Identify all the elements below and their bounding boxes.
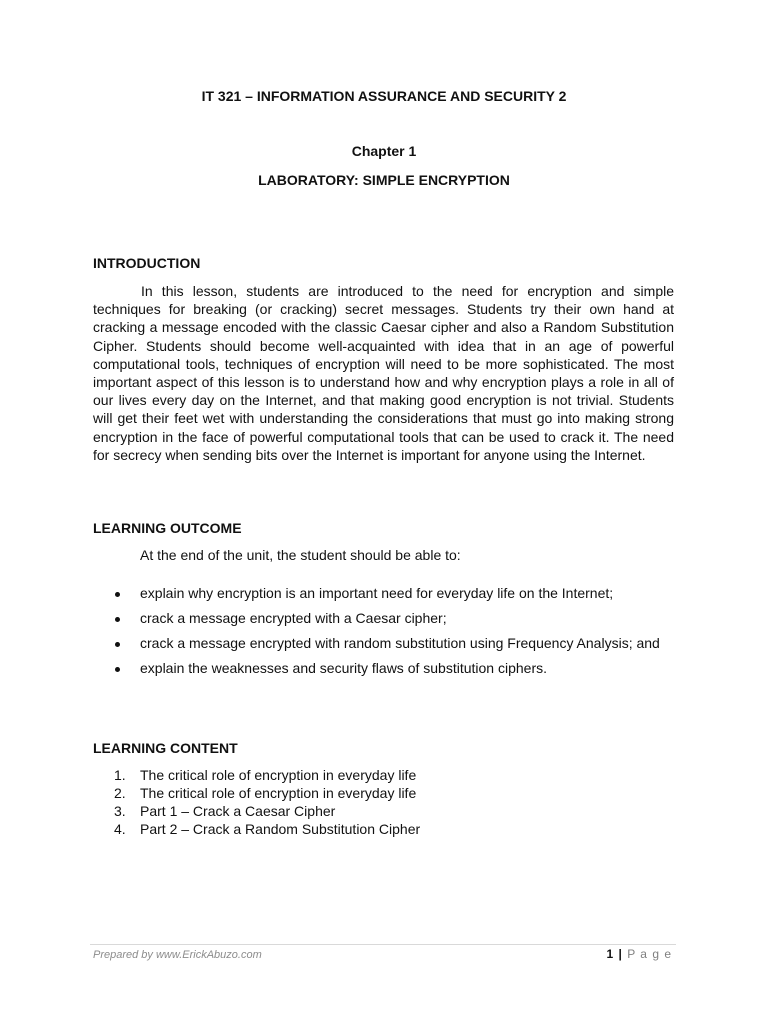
list-item	[93, 820, 420, 838]
chapter-label: Chapter 1	[351, 143, 417, 159]
list-item-text: explain why encryption is an important need for everyday life on the Internet;	[140, 585, 614, 601]
lab-title: LABORATORY: SIMPLE ENCRYPTION	[258, 172, 510, 188]
list-item	[93, 784, 420, 802]
learning-content-list	[93, 766, 420, 838]
bullet-icon	[115, 642, 120, 647]
list-item-number: 2.	[114, 785, 126, 801]
list-item-number: 3.	[114, 803, 126, 819]
learning-outcome-lead: At the end of the unit, the student should be able to:	[140, 547, 461, 563]
list-item-text: explain the weaknesses and security flaws of substitution ciphers.	[140, 660, 547, 676]
list-item-number: 1.	[114, 767, 126, 783]
bullet-icon	[115, 617, 120, 622]
list-item	[93, 766, 420, 784]
learning-outcome-heading: LEARNING OUTCOME	[93, 520, 242, 536]
footer-divider	[90, 944, 676, 945]
page-number: 1	[606, 947, 615, 961]
list-item	[93, 581, 674, 606]
list-item-text: The critical role of encryption in everyday life	[140, 767, 417, 783]
list-item	[93, 802, 420, 820]
list-item	[93, 656, 674, 681]
list-item-text: Part 1 – Crack a Caesar Cipher	[140, 803, 336, 819]
bullet-icon	[115, 592, 120, 597]
list-item-text: Part 2 – Crack a Random Substitution Cipher	[140, 821, 421, 837]
learning-outcome-list	[93, 581, 674, 681]
list-item-text: The critical role of encryption in everyday life	[140, 785, 417, 801]
footer-page-indicator	[606, 947, 672, 961]
page-label: P a g e	[627, 947, 672, 961]
list-item	[93, 631, 674, 656]
course-title: IT 321 – INFORMATION ASSURANCE AND SECURITY 2	[201, 88, 567, 104]
footer-prepared-by: Prepared by www.ErickAbuzo.com	[93, 949, 262, 961]
bullet-icon	[115, 667, 120, 672]
list-item-text: crack a message encrypted with random substitution using Frequency Analysis; and	[140, 635, 660, 651]
list-item	[93, 606, 674, 631]
learning-content-heading: LEARNING CONTENT	[93, 740, 238, 756]
footer-separator: |	[618, 947, 623, 961]
introduction-heading: INTRODUCTION	[93, 255, 201, 271]
list-item-number: 4.	[114, 821, 126, 837]
list-item-text: crack a message encrypted with a Caesar cipher;	[140, 610, 447, 626]
introduction-paragraph: In this lesson, students are introduced to the need for encryption and simple techniques for breaking (or cracking) secret messages. Students try their own hand at cracking a message encoded with the classic Caesar cipher and also a Random Substitution Cipher. Students should become well-acquainted with idea that in an age of powerful computational tools, techniques of encryption will need to be more sophisticated. The most important aspect of this lesson is to understand how and why encryption plays a role in all of our lives every day on the Internet, and that making good encryption is not trivial. Students will get their feet wet with understanding the considerations that must go into making strong encryption in the face of powerful computational tools that can be used to crack it. The need for secrecy when sending bits over the Internet is important for anyone using the Internet.	[93, 283, 674, 463]
